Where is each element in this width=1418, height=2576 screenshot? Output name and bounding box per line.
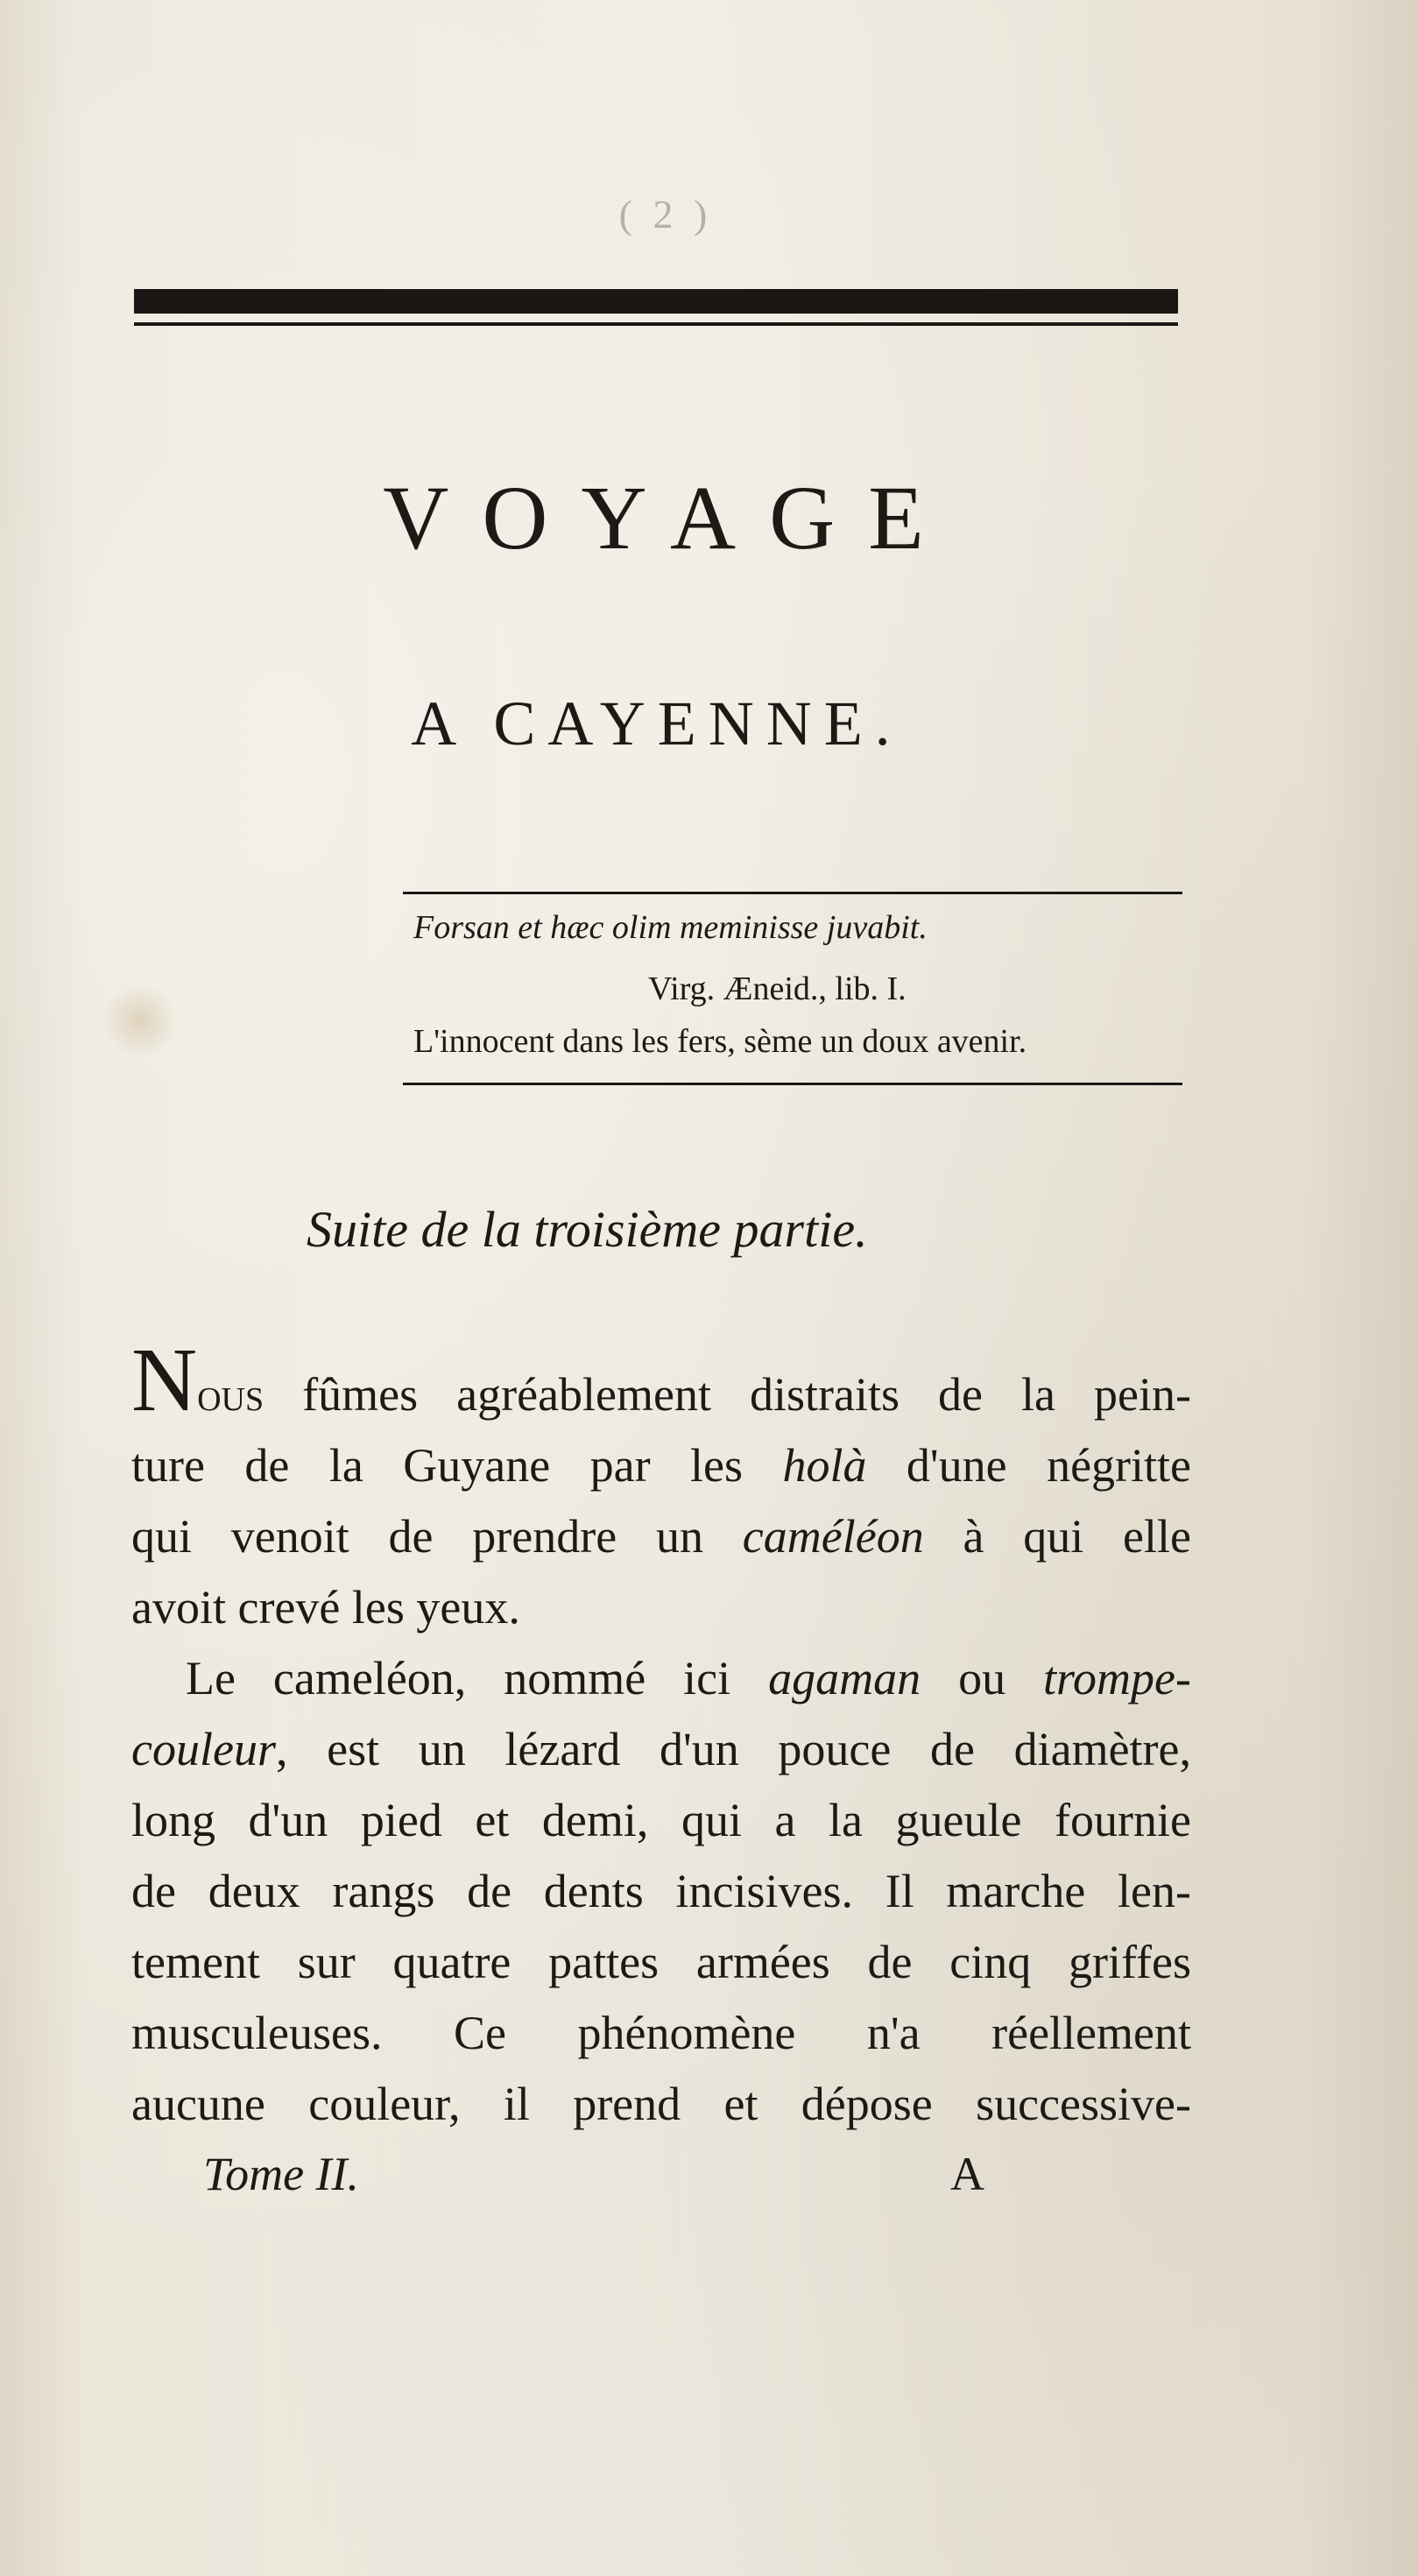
text-line: aucune couleur, il prend et dépose successive- [131,2078,1191,2130]
epigraph-quote: Forsan et hæc olim meminisse juvabit. [413,909,928,946]
header-rule-thin [134,322,1178,326]
chapter-subtitle: A CAYENNE. [411,688,903,759]
text-line: avoit crevé les yeux. [131,1581,520,1634]
header-rule-thick [134,289,1178,314]
text-line: Nous fûmes agréablement distraits de la pein- [131,1330,1191,1430]
text-line: tement sur quatre pattes armées de cinq griffes [131,1936,1191,1988]
epigraph-motto: L'innocent dans les fers, sème un doux avenir. [413,1023,1027,1060]
chapter-title: VOYAGE [383,468,957,568]
paragraph-2 [131,1643,1191,2140]
text-line: ture de la Guyane par les holà d'une négritte [131,1439,1192,1492]
body-text [131,1330,1192,2140]
text-line: couleur, est un lézard d'un pouce de diamètre, [131,1723,1191,1775]
drop-cap: N [131,1330,198,1430]
signature-mark: A [950,2148,984,2200]
page-number: ( 2 ) [618,192,713,236]
page-footer [203,2150,991,2198]
section-title: Suite de la troisième partie. [307,1201,868,1258]
paragraph-1 [131,1330,1192,1643]
volume-label: Tome II. [203,2148,360,2200]
epigraph-rule-top [403,892,1182,894]
epigraph-rule-bottom [403,1083,1182,1085]
text-line: de deux rangs de dents incisives. Il marche len- [131,1865,1191,1917]
epigraph-attribution: Virg. Æneid., lib. I. [648,970,907,1007]
text-line: qui venoit de prendre un caméléon à qui elle [131,1510,1191,1563]
text-line: musculeuses. Ce phénomène n'a réellement [131,2007,1191,2059]
paper-stain [105,981,175,1060]
text-line: long d'un pied et demi, qui a la gueule fournie [131,1794,1191,1846]
text-line: Le cameléon, nommé ici agaman ou trompe- [186,1652,1192,1704]
